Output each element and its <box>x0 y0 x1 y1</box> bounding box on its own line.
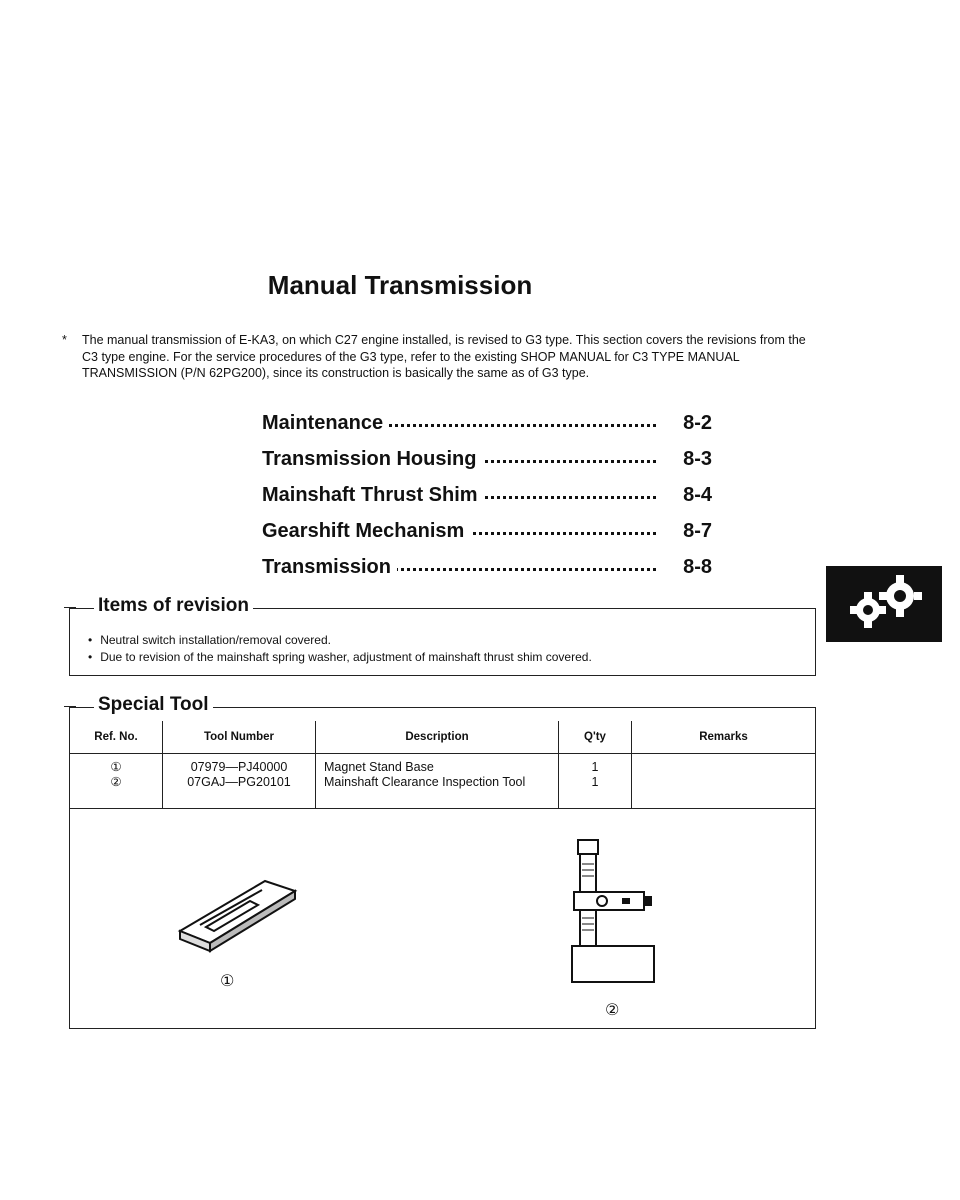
toc-title: Gearshift Mechanism <box>262 520 470 543</box>
toc-title: Maintenance <box>262 412 389 435</box>
toc-title: Mainshaft Thrust Shim <box>262 484 484 507</box>
figure-label: ② <box>605 1002 620 1019</box>
toc-entry[interactable] <box>262 412 712 448</box>
special-tool-table <box>70 721 815 809</box>
revision-list <box>88 632 592 666</box>
toc-entry[interactable] <box>262 556 712 592</box>
ref-number: ① <box>110 760 122 774</box>
column-header: Tool Number <box>163 721 316 754</box>
column-header: Q'ty <box>559 721 632 754</box>
tool-qty: 1 <box>591 760 599 774</box>
revision-heading: Items of revision <box>94 595 253 617</box>
toc-entry[interactable] <box>262 484 712 520</box>
table-of-contents <box>262 412 712 592</box>
tool-qty: 1 <box>591 775 599 789</box>
toc-title: Transmission <box>262 556 397 579</box>
ref-number: ② <box>110 775 122 789</box>
description-cell <box>316 754 559 809</box>
table-row <box>70 754 815 809</box>
figure-label: ① <box>220 973 235 990</box>
page-title: Manual Transmission <box>267 270 533 300</box>
tool-description: Mainshaft Clearance Inspection Tool <box>324 775 526 789</box>
clearance-inspection-tool-illustration <box>560 836 670 986</box>
toc-title: Transmission Housing <box>262 448 482 471</box>
toc-entry[interactable] <box>262 520 712 556</box>
tool-description: Magnet Stand Base <box>324 760 434 774</box>
column-header: Description <box>316 721 559 754</box>
ref-cell <box>70 754 163 809</box>
gear-icon <box>826 566 942 642</box>
list-item: • Neutral switch installation/removal covered. <box>88 632 592 649</box>
revision-box <box>69 595 816 676</box>
toc-entry[interactable] <box>262 448 712 484</box>
toc-page: 8-8 <box>677 556 712 579</box>
qty-cell <box>559 754 632 809</box>
toc-page: 8-3 <box>677 448 712 471</box>
column-header: Remarks <box>632 721 816 754</box>
tool-number: 07GAJ—PG20101 <box>187 775 291 789</box>
column-header: Ref. No. <box>70 721 163 754</box>
toc-page: 8-2 <box>677 412 712 435</box>
special-tool-box <box>69 694 816 1029</box>
note-marker: * <box>62 333 67 347</box>
toc-page: 8-4 <box>677 484 712 507</box>
magnet-stand-base-illustration <box>170 871 310 961</box>
special-tool-heading: Special Tool <box>94 694 213 716</box>
toc-page: 8-7 <box>677 520 712 543</box>
remarks-cell <box>632 754 816 809</box>
table-header-row <box>70 721 815 754</box>
intro-text: The manual transmission of E-KA3, on which C27 engine installed, is revised to G3 type. This section covers the revisions from the C3 type engine. For the service procedures of the G3 type, refer to the existing SHOP MANUAL for C3 TYPE MANUAL TRANSMISSION (P/N 62PG200), since its construction is basically the same as of G3 type. <box>82 333 806 380</box>
gear-icon-graphic <box>826 566 942 642</box>
list-item: • Due to revision of the mainshaft spring washer, adjustment of mainshaft thrust shim covered. <box>88 649 592 666</box>
intro-note <box>62 332 822 382</box>
tool-number: 07979—PJ40000 <box>190 760 288 774</box>
tool-number-cell <box>163 754 316 809</box>
